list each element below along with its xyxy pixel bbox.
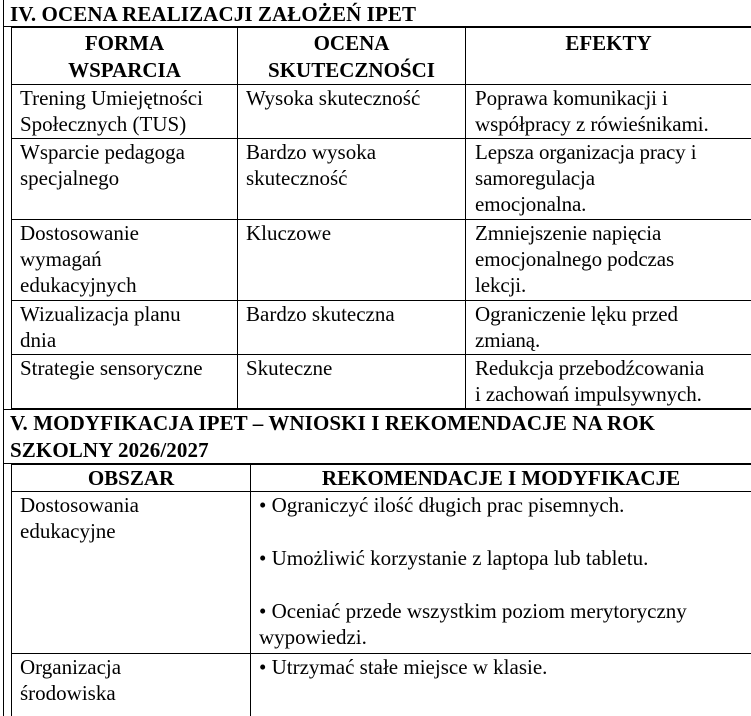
- left-border-line: [3, 0, 4, 716]
- cell-forma: Dostosowanie wymagań edukacyjnych: [12, 220, 238, 301]
- table-row: [12, 139, 751, 220]
- ipet-recommendations-table: [11, 464, 751, 716]
- cell-efekty: Zmniejszenie napięcia emocjonalnego podczas lekcji.: [466, 220, 751, 301]
- cell-obszar: Organizacja środowiska: [12, 654, 251, 716]
- list-item: • Utrzymać stałe miejsce w klasie.: [259, 655, 548, 679]
- header-obszar: OBSZAR: [12, 465, 251, 492]
- list-item: • Umożliwić korzystanie z laptopa lub tabletu.: [259, 546, 649, 570]
- table-row: [12, 220, 751, 301]
- header-rekomendacje: REKOMENDACJE I MODYFIKACJE: [251, 465, 751, 492]
- cell-efekty: Lepsza organizacja pracy i samoregulacja emocjonalna.: [466, 139, 751, 220]
- table-row: [12, 301, 751, 355]
- header-forma-wsparcia: FORMA WSPARCIA: [12, 28, 238, 85]
- cell-forma: Trening Umiejętności Społecznych (TUS): [12, 85, 238, 139]
- header-efekty: EFEKTY: [466, 28, 751, 85]
- cell-ocena: Wysoka skuteczność: [238, 85, 466, 139]
- cell-ocena: Skuteczne: [238, 355, 466, 409]
- cell-ocena: Kluczowe: [238, 220, 466, 301]
- cell-efekty: Redukcja przebodźcowania i zachowań impulsywnych.: [466, 355, 751, 409]
- table-header-row: [12, 465, 751, 492]
- table-row: [12, 492, 751, 654]
- cell-forma: Wizualizacja planu dnia: [12, 301, 238, 355]
- cell-forma: Wsparcie pedagoga specjalnego: [12, 139, 238, 220]
- list-item: • Oceniać przede wszystkim poziom merytoryczny: [259, 599, 687, 623]
- cell-efekty: Ograniczenie lęku przed zmianą.: [466, 301, 751, 355]
- cell-obszar: Dostosowania edukacyjne: [12, 492, 251, 654]
- list-spacer: [259, 518, 751, 545]
- list-spacer: [259, 571, 751, 598]
- cell-rekomendacje: [251, 654, 751, 716]
- cell-rekomendacje: [251, 492, 751, 654]
- section-5-title: V. MODYFIKACJA IPET – WNIOSKI I REKOMENDACJE NA ROK SZKOLNY 2026/2027: [10, 411, 656, 462]
- table-header-row: [12, 28, 751, 85]
- section-4-title: IV. OCENA REALIZACJI ZAŁOŻEŃ IPET: [10, 2, 417, 26]
- cell-ocena: Bardzo skuteczna: [238, 301, 466, 355]
- cell-efekty: Poprawa komunikacji i współpracy z rówieśnikami.: [466, 85, 751, 139]
- table-row: [12, 85, 751, 139]
- table-row: [12, 654, 751, 716]
- table-row: [12, 355, 751, 409]
- list-item-continuation: wypowiedzi.: [259, 625, 367, 649]
- cell-ocena: Bardzo wysoka skuteczność: [238, 139, 466, 220]
- header-ocena-skutecznosci: OCENA SKUTECZNOŚCI: [238, 28, 466, 85]
- list-item: • Ograniczyć ilość długich prac pisemnych.: [259, 493, 625, 517]
- ipet-evaluation-table: [11, 27, 751, 409]
- cell-forma: Strategie sensoryczne: [12, 355, 238, 409]
